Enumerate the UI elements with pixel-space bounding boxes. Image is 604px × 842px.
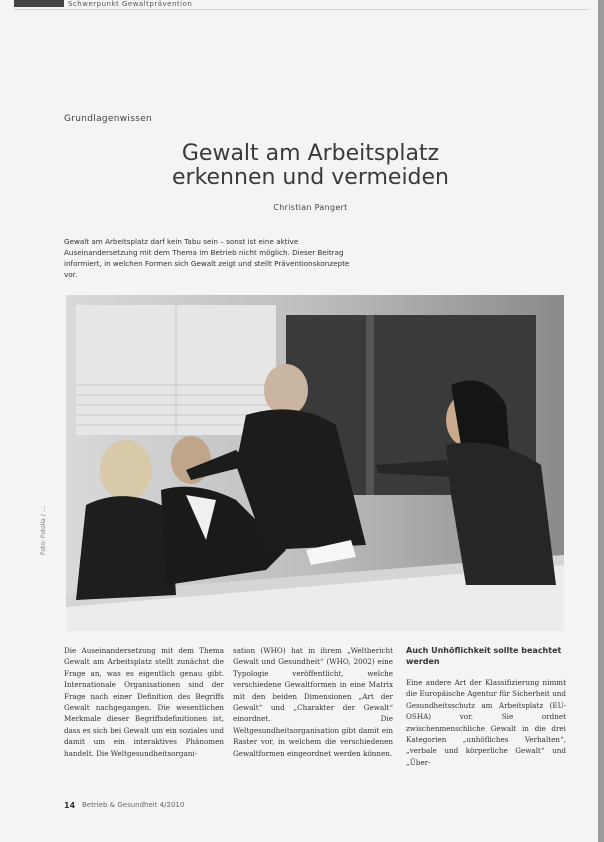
article-lead: Gewalt am Arbeitsplatz darf kein Tabu sein – sonst ist eine aktive Auseinandersetzung mit dem Thema im Betrieb nicht möglich. Dieser Beitrag informiert, in welchen Formen sich Gewalt zeigt und stellt Präventionskonzepte vor. — [64, 237, 350, 279]
article-author: Christian Pangert — [273, 203, 348, 212]
header-rule — [14, 9, 589, 10]
title-line-2: erkennen und vermeiden — [171, 165, 449, 190]
page-edge-shadow — [598, 0, 604, 842]
title-line-1: Gewalt am Arbeitsplatz — [181, 141, 440, 166]
header-color-bar — [14, 0, 64, 7]
body-column-2: sation (WHO) hat in ihrem „Weltbericht Gewalt und Gesundheit“ (WHO, 2002) eine Typologie veröffentlicht, welche verschiedene Gewaltformen in eine Matrix mit den beiden Dimensionen „Art der Gewalt“ und „Charakter der Gewalt“ einordnet. Die Weltgesundheitsorganisation gibt damit ein Raster vor, in welchem die verschiedenen Gewaltformen eingeordnet werden können. — [233, 646, 393, 758]
page-number: 14 — [64, 801, 76, 810]
article-kicker: Grundlagenwissen — [64, 114, 153, 124]
section-label: Schwerpunkt Gewaltprävention — [68, 0, 193, 8]
photo-illustration — [66, 295, 564, 631]
subheading: Auch Unhöflichkeit sollte beachtet werden — [406, 646, 562, 666]
body-column-3-text: Eine andere Art der Klassifizierung nimmt die Europäische Agentur für Sicherheit und Gesundheitsschutz am Arbeitsplatz (EU-OSHA) vor. Sie ordnet zwischenmenschliche Gewalt in die drei Kategorien „unhöfliches Verhalten“, „verbale und körperliche Gewalt“ und „Über- — [406, 678, 566, 767]
article-title — [64, 142, 557, 190]
body-column-1: Die Auseinandersetzung mit dem Thema Gewalt am Arbeitsplatz stellt zunächst die Frage an, was es eigentlich genau gibt. Internationale Organisationen sind der Frage nach einer Definition des Begriffs Gewalt nachgegangen. Die wesentlichen Merkmale dieser Begriffsdefinitionen ist, dass es sich bei Gewalt um ein soziales und damit um ein interaktives Phänomen handelt. Die Weltgesundheitsorgani- — [64, 646, 224, 758]
photo-credit: Foto: Fotolia / ... — [40, 506, 47, 555]
publication-name: Betrieb & Gesundheit 4/2010 — [82, 801, 185, 809]
body-column-3 — [406, 645, 566, 768]
office-conflict-photo — [66, 295, 564, 631]
